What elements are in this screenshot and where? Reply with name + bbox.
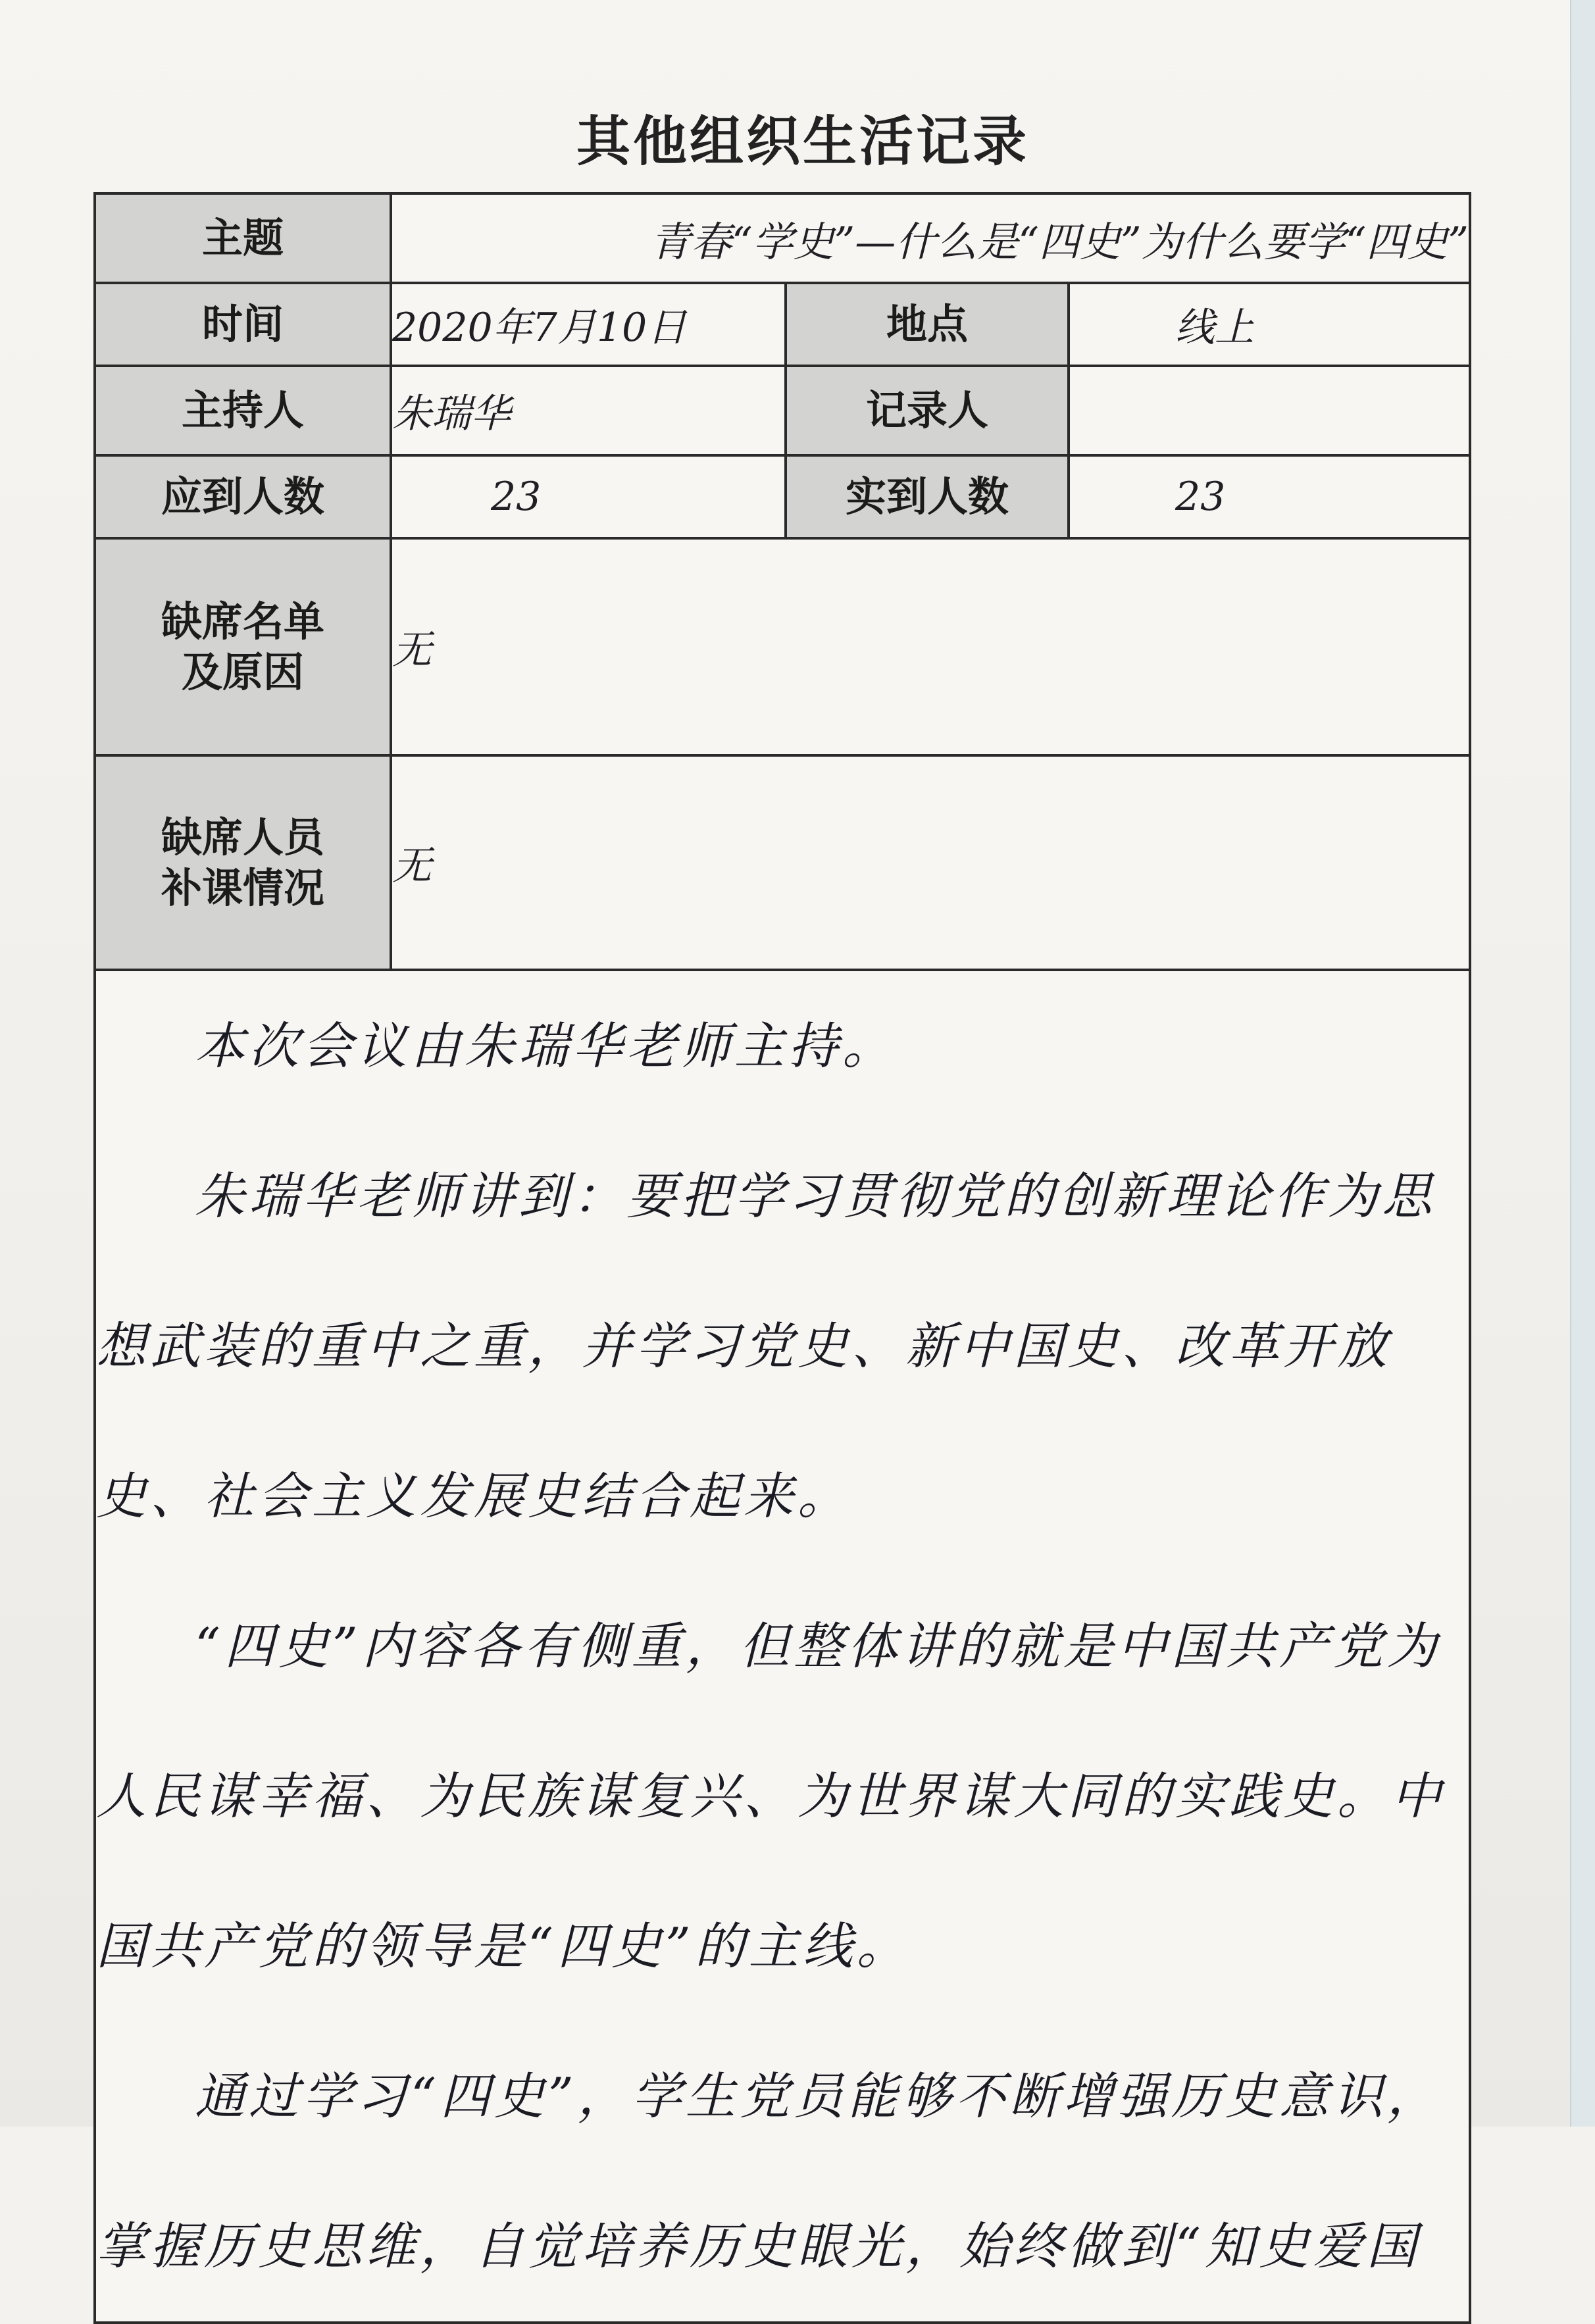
label-recorder: 记录人 bbox=[786, 366, 1069, 455]
label-makeup-line2: 补课情况 bbox=[161, 864, 324, 912]
label-location: 地点 bbox=[786, 283, 1069, 366]
row-topic bbox=[95, 193, 1470, 283]
value-absent-list: 无 bbox=[391, 538, 1470, 755]
label-time: 时间 bbox=[95, 283, 391, 366]
label-host: 主持人 bbox=[95, 366, 391, 455]
document-title: 其他组织生活记录 bbox=[576, 111, 1029, 173]
value-location: 线上 bbox=[1069, 283, 1470, 366]
row-makeup bbox=[95, 755, 1470, 970]
value-actual: 23 bbox=[1069, 455, 1470, 538]
value-topic: 青春“学史”—什么是“四史”为什么要学“四史” bbox=[391, 193, 1470, 283]
record-form-table bbox=[93, 192, 1471, 2324]
row-attendance bbox=[95, 455, 1470, 538]
notes-paragraph-4: 通过学习“四史”，学生党员能够不断增强历史意识，掌握历史思维，自觉培养历史眼光，始终做到“知史爱国 bbox=[96, 2067, 1441, 2275]
row-time-location bbox=[95, 283, 1470, 366]
label-topic: 主题 bbox=[95, 193, 391, 283]
value-recorder bbox=[1069, 366, 1470, 455]
value-expected: 23 bbox=[391, 455, 786, 538]
notes-paragraph-1: 本次会议由朱瑞华老师主持。 bbox=[195, 1017, 896, 1075]
label-absent-list-line2: 及原因 bbox=[181, 648, 304, 696]
notes-paragraph-2: 朱瑞华老师讲到：要把学习贯彻党的创新理论作为思想武装的重中之重，并学习党史、新中国史、改革开放史、社会主义发展史结合起来。 bbox=[96, 1167, 1436, 1525]
label-absent-list-line1: 缺席名单 bbox=[161, 597, 324, 645]
row-host-recorder bbox=[95, 366, 1470, 455]
notes-paragraph-3: “四史”内容各有侧重，但整体讲的就是中国共产党为人民谋幸福、为民族谋复兴、为世界谋大同的实践史。中国共产党的领导是“四史”的主线。 bbox=[96, 1617, 1445, 1975]
label-expected: 应到人数 bbox=[95, 455, 391, 538]
value-makeup: 无 bbox=[391, 755, 1470, 970]
label-makeup-line1: 缺席人员 bbox=[161, 813, 324, 861]
row-absent-list bbox=[95, 538, 1470, 755]
label-absent-list bbox=[95, 538, 391, 755]
page-edge bbox=[1570, 0, 1595, 2127]
label-makeup bbox=[95, 755, 391, 970]
meeting-notes bbox=[95, 970, 1470, 2323]
label-actual: 实到人数 bbox=[786, 455, 1069, 538]
row-notes bbox=[95, 970, 1470, 2323]
value-time: 2020年7月10日 bbox=[391, 283, 786, 366]
value-host: 朱瑞华 bbox=[391, 366, 786, 455]
